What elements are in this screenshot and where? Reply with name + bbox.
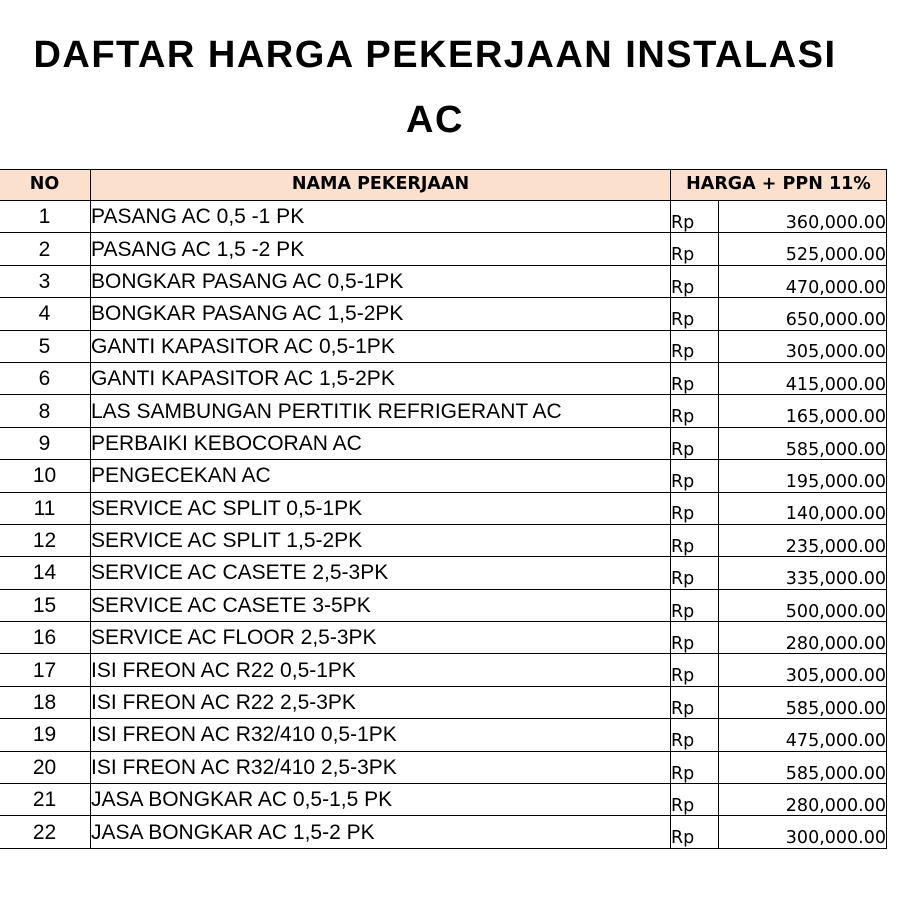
row-currency: Rp: [671, 622, 719, 654]
table-row: [0, 816, 887, 848]
row-currency: Rp: [671, 751, 719, 783]
row-price: 525,000.00: [719, 233, 887, 265]
table-row: [0, 265, 887, 297]
row-price: 360,000.00: [719, 201, 887, 233]
row-price: 235,000.00: [719, 524, 887, 556]
row-number: 19: [0, 719, 91, 751]
row-job-name: BONGKAR PASANG AC 1,5-2PK: [91, 298, 671, 330]
row-currency: Rp: [671, 233, 719, 265]
row-currency: Rp: [671, 362, 719, 394]
row-job-name: PASANG AC 1,5 -2 PK: [91, 233, 671, 265]
row-currency: Rp: [671, 395, 719, 427]
row-number: 22: [0, 816, 91, 848]
header-name: NAMA PEKERJAAN: [91, 170, 671, 201]
table-row: [0, 298, 887, 330]
row-number: 6: [0, 362, 91, 394]
row-price: 335,000.00: [719, 557, 887, 589]
table-row: [0, 557, 887, 589]
row-number: 15: [0, 589, 91, 621]
row-currency: Rp: [671, 201, 719, 233]
row-price: 585,000.00: [719, 751, 887, 783]
table-row: [0, 524, 887, 556]
row-job-name: ISI FREON AC R22 0,5-1PK: [91, 654, 671, 686]
row-job-name: PASANG AC 0,5 -1 PK: [91, 201, 671, 233]
row-number: 12: [0, 524, 91, 556]
row-price: 280,000.00: [719, 784, 887, 816]
row-price: 305,000.00: [719, 330, 887, 362]
row-currency: Rp: [671, 816, 719, 848]
row-number: 3: [0, 265, 91, 297]
table-row: [0, 622, 887, 654]
row-number: 16: [0, 622, 91, 654]
row-job-name: PENGECEKAN AC: [91, 460, 671, 492]
row-job-name: JASA BONGKAR AC 0,5-1,5 PK: [91, 784, 671, 816]
table-row: [0, 330, 887, 362]
row-currency: Rp: [671, 654, 719, 686]
row-number: 5: [0, 330, 91, 362]
row-currency: Rp: [671, 265, 719, 297]
row-job-name: GANTI KAPASITOR AC 1,5-2PK: [91, 362, 671, 394]
row-price: 305,000.00: [719, 654, 887, 686]
table-row: [0, 654, 887, 686]
row-price: 280,000.00: [719, 622, 887, 654]
row-job-name: BONGKAR PASANG AC 0,5-1PK: [91, 265, 671, 297]
row-number: 1: [0, 201, 91, 233]
row-job-name: PERBAIKI KEBOCORAN AC: [91, 427, 671, 459]
header-no: NO: [0, 170, 91, 201]
table-row: [0, 427, 887, 459]
table-row: [0, 362, 887, 394]
row-job-name: ISI FREON AC R32/410 2,5-3PK: [91, 751, 671, 783]
row-price: 415,000.00: [719, 362, 887, 394]
row-job-name: JASA BONGKAR AC 1,5-2 PK: [91, 816, 671, 848]
row-job-name: SERVICE AC CASETE 2,5-3PK: [91, 557, 671, 589]
row-number: 14: [0, 557, 91, 589]
row-number: 18: [0, 686, 91, 718]
table-row: [0, 233, 887, 265]
row-price: 300,000.00: [719, 816, 887, 848]
row-price: 195,000.00: [719, 460, 887, 492]
row-number: 9: [0, 427, 91, 459]
row-number: 21: [0, 784, 91, 816]
row-number: 2: [0, 233, 91, 265]
row-price: 470,000.00: [719, 265, 887, 297]
table-row: [0, 492, 887, 524]
table-row: [0, 460, 887, 492]
table-row: [0, 589, 887, 621]
row-currency: Rp: [671, 557, 719, 589]
row-number: 10: [0, 460, 91, 492]
row-currency: Rp: [671, 460, 719, 492]
table-row: [0, 719, 887, 751]
row-price: 500,000.00: [719, 589, 887, 621]
row-currency: Rp: [671, 719, 719, 751]
row-number: 20: [0, 751, 91, 783]
row-job-name: GANTI KAPASITOR AC 0,5-1PK: [91, 330, 671, 362]
row-job-name: ISI FREON AC R32/410 0,5-1PK: [91, 719, 671, 751]
price-table: [0, 169, 887, 849]
row-currency: Rp: [671, 298, 719, 330]
table-row: [0, 784, 887, 816]
row-job-name: SERVICE AC CASETE 3-5PK: [91, 589, 671, 621]
row-currency: Rp: [671, 330, 719, 362]
row-job-name: SERVICE AC SPLIT 0,5-1PK: [91, 492, 671, 524]
row-price: 165,000.00: [719, 395, 887, 427]
row-job-name: SERVICE AC FLOOR 2,5-3PK: [91, 622, 671, 654]
row-currency: Rp: [671, 784, 719, 816]
row-number: 8: [0, 395, 91, 427]
row-price: 475,000.00: [719, 719, 887, 751]
table-body: [0, 201, 887, 849]
row-number: 17: [0, 654, 91, 686]
table-row: [0, 395, 887, 427]
table-row: [0, 751, 887, 783]
row-job-name: ISI FREON AC R22 2,5-3PK: [91, 686, 671, 718]
row-price: 585,000.00: [719, 427, 887, 459]
row-currency: Rp: [671, 492, 719, 524]
row-number: 11: [0, 492, 91, 524]
row-currency: Rp: [671, 524, 719, 556]
page-title-line-2: AC: [406, 99, 464, 141]
header-price: HARGA + PPN 11%: [671, 170, 887, 201]
row-job-name: SERVICE AC SPLIT 1,5-2PK: [91, 524, 671, 556]
row-price: 585,000.00: [719, 686, 887, 718]
row-price: 650,000.00: [719, 298, 887, 330]
row-currency: Rp: [671, 686, 719, 718]
page-title: DAFTAR HARGA PEKERJAAN INSTALASI: [33, 34, 837, 76]
row-currency: Rp: [671, 427, 719, 459]
table-header-row: [0, 170, 887, 201]
row-number: 4: [0, 298, 91, 330]
table-row: [0, 201, 887, 233]
row-price: 140,000.00: [719, 492, 887, 524]
row-job-name: LAS SAMBUNGAN PERTITIK REFRIGERANT AC: [91, 395, 671, 427]
table-row: [0, 686, 887, 718]
row-currency: Rp: [671, 589, 719, 621]
